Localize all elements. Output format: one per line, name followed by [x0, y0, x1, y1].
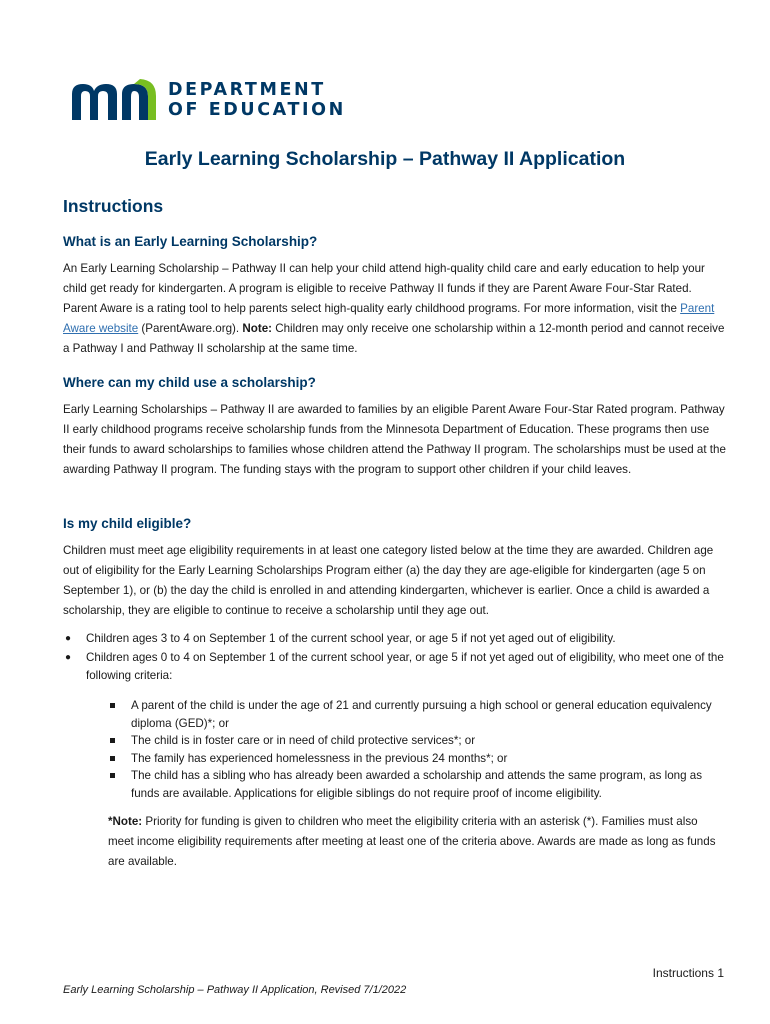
square-bullet-icon [110, 773, 115, 778]
what-heading: What is an Early Learning Scholarship? [63, 234, 318, 249]
eligible-heading: Is my child eligible? [63, 516, 192, 531]
bullet-icon: ● [65, 651, 72, 663]
where-heading: Where can my child use a scholarship? [63, 375, 316, 390]
list-item-text: The child has a sibling who has already been awarded a scholarship and attends the same program, as long as funds are available. Applications for eligible siblings do not require proof of income eligibility. [131, 769, 703, 800]
footer-revision: Early Learning Scholarship – Pathway II Application, Revised 7/1/2022 [63, 984, 407, 996]
mn-logo-icon [70, 78, 160, 122]
list-item [108, 767, 713, 802]
what-text-after-link: (ParentAware.org). [138, 322, 243, 335]
logo-line-1: DEPARTMENT [168, 80, 326, 100]
what-text: An Early Learning Scholarship – Pathway II can help your child attend high-quality child care and early education to help your child get ready for kindergarten. A program is eligible to receive Pathway II funds if they are Parent Aware Four-Star Rated. Parent Aware is a rating tool to help parents select high-quality early childhood programs. For more information, visit the [63, 262, 705, 315]
list-item [63, 630, 727, 649]
bullet-icon: ● [65, 633, 72, 644]
list-item [108, 732, 713, 750]
document-title: Early Learning Scholarship – Pathway II Application [144, 148, 626, 170]
criteria-list [108, 697, 713, 802]
priority-note [108, 812, 718, 872]
priority-note-label: *Note: [108, 815, 143, 828]
priority-note-text: Priority for funding is given to children who meet the eligibility criteria with an asterisk (*). Families must also meet income eligibility requirements after meeting at least one of the criteria above. Awards are made as long as funds are available. [108, 815, 716, 868]
what-note-text: Children may only receive one scholarship within a 12-month period and cannot receive a Pathway I and Pathway II scholarship at the same time. [63, 322, 725, 355]
list-item [108, 750, 713, 768]
square-bullet-icon [110, 756, 115, 761]
mn-logo [70, 78, 160, 122]
list-item-text: A parent of the child is under the age of 21 and currently pursuing a high school or general education equivalency diploma (GED)*; or [131, 699, 712, 730]
list-item-text: Children ages 0 to 4 on September 1 of the current school year, or age 5 if not yet aged out of eligibility, who meet one of the following criteria: [86, 650, 724, 682]
parent-aware-link[interactable]: Parent Aware website [63, 302, 715, 335]
list-item [63, 649, 727, 686]
list-item-text: The child is in foster care or in need of child protective services*; or [131, 734, 476, 747]
where-paragraph: Early Learning Scholarships – Pathway II are awarded to families by an eligible Parent Aware Four-Star Rated program. Pathway II early childhood programs receive scholarship funds from the Minnesota Department of Education. These programs then use their funds to award scholarships to families whose children attend the Pathway II program. The scholarships must be used at the awarding Pathway II program. The funding stays with the program to support other children if your child leaves. [63, 403, 726, 476]
square-bullet-icon [110, 738, 115, 743]
logo-wordmark [168, 80, 346, 120]
page-number: Instructions 1 [652, 966, 724, 980]
list-item-text: Children ages 3 to 4 on September 1 of the current school year, or age 5 if not yet aged out of eligibility. [86, 632, 616, 645]
logo-line-2: OF EDUCATION [168, 100, 346, 120]
instructions-heading: Instructions [63, 196, 164, 216]
square-bullet-icon [110, 703, 115, 708]
eligibility-list [63, 630, 727, 686]
what-note-label: Note: [242, 322, 272, 335]
list-item-text: The family has experienced homelessness in the previous 24 months*; or [131, 751, 508, 765]
what-paragraph [63, 259, 727, 359]
list-item [108, 697, 713, 732]
eligible-paragraph: Children must meet age eligibility requirements in at least one category listed below at the time they are awarded. Children age out of eligibility for the Early Learning Scholarships Program either (a) the day they are age-eligible for kindergarten (age 5 on September 1), or (b) the day the child is enrolled in and attending kindergarten, whichever is earlier. Once a child is awarded a scholarship, they are eligible to continue to receive a scholarship until they age out. [63, 544, 714, 617]
